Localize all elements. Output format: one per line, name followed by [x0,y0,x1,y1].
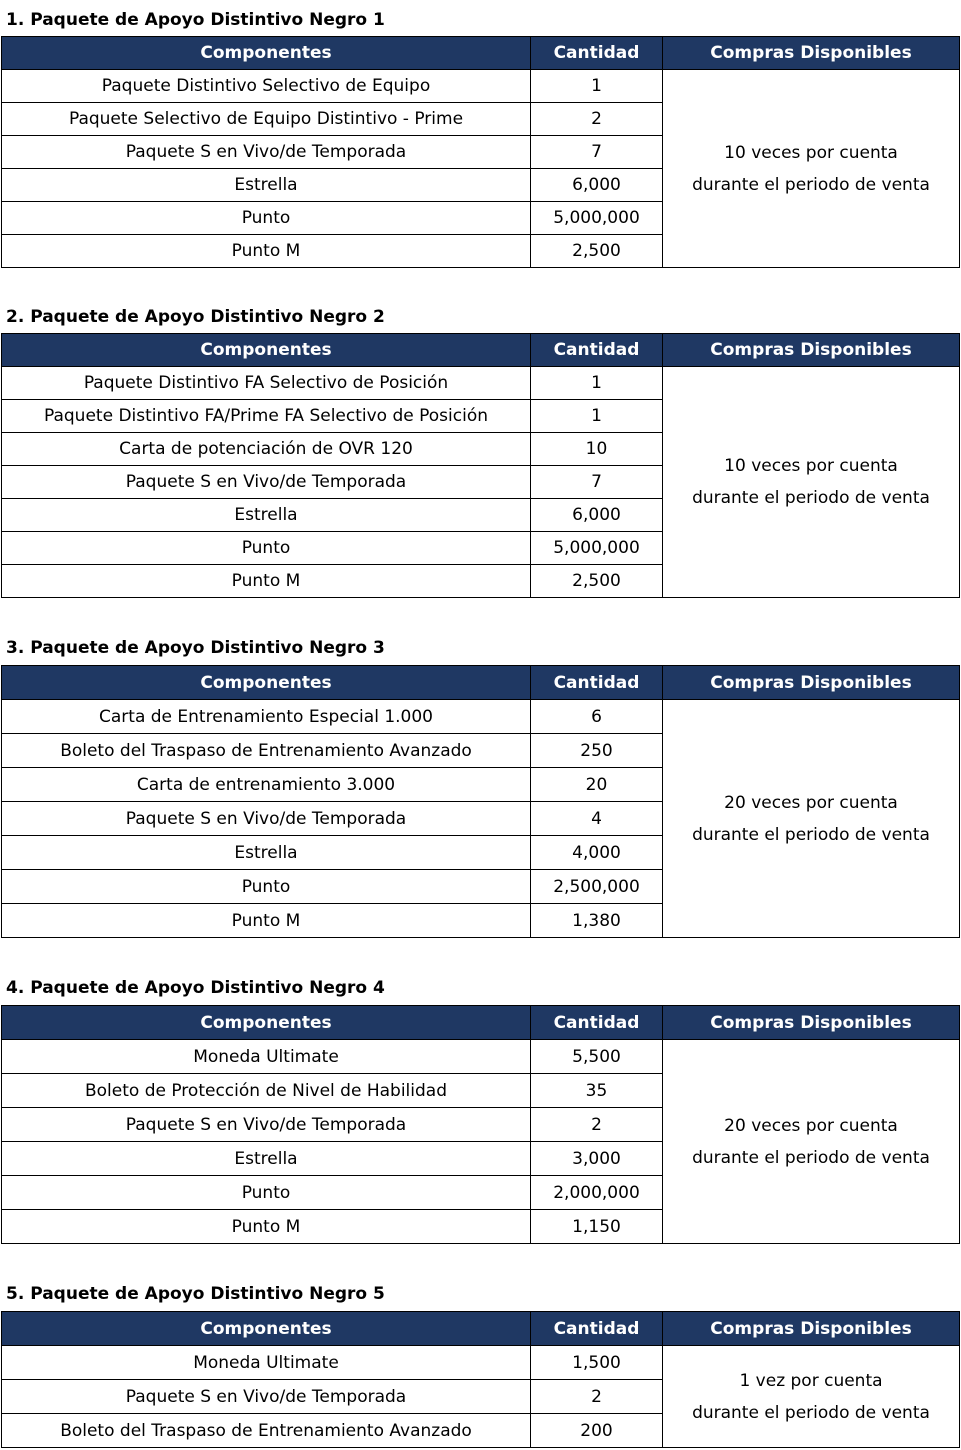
quantity-cell: 5,500 [531,1040,663,1074]
table-header-row [2,334,960,367]
header-components: Componentes [2,1006,531,1040]
package-table [1,665,960,938]
quantity-cell: 1,500 [531,1346,663,1380]
purchases-limit: 20 veces por cuenta [724,1115,898,1136]
quantity-cell: 250 [531,734,663,768]
component-cell: Boleto de Protección de Nivel de Habilidad [2,1074,531,1108]
table-row [2,70,960,103]
table-row [2,367,960,400]
header-components: Componentes [2,666,531,700]
component-cell: Punto M [2,904,531,938]
component-cell: Boleto del Traspaso de Entrenamiento Avanzado [2,1414,531,1448]
quantity-cell: 7 [531,466,663,499]
purchases-limit: 10 veces por cuenta [724,456,898,476]
component-cell: Punto [2,532,531,565]
table-row [2,1346,960,1380]
purchases-cell [663,70,960,268]
quantity-cell: 200 [531,1414,663,1448]
component-cell: Carta de potenciación de OVR 120 [2,433,531,466]
quantity-cell: 5,000,000 [531,202,663,235]
component-cell: Punto [2,1176,531,1210]
quantity-cell: 1,380 [531,904,663,938]
quantity-cell: 1,150 [531,1210,663,1244]
header-purchases: Compras Disponibles [663,666,960,700]
header-components: Componentes [2,37,531,70]
component-cell: Estrella [2,836,531,870]
component-cell: Punto M [2,1210,531,1244]
component-cell: Paquete Distintivo FA/Prime FA Selectivo de Posición [2,400,531,433]
header-quantity: Cantidad [531,1006,663,1040]
table-header-row [2,37,960,70]
component-cell: Estrella [2,169,531,202]
quantity-cell: 10 [531,433,663,466]
quantity-cell: 1 [531,70,663,103]
package-title: 3. Paquete de Apoyo Distintivo Negro 3 [6,638,385,658]
quantity-cell: 2,000,000 [531,1176,663,1210]
purchases-period: durante el periodo de venta [692,488,930,508]
quantity-cell: 2 [531,103,663,136]
component-cell: Moneda Ultimate [2,1346,531,1380]
component-cell: Estrella [2,1142,531,1176]
purchases-limit: 20 veces por cuenta [724,792,898,813]
table-header-row [2,666,960,700]
quantity-cell: 2,500,000 [531,870,663,904]
component-cell: Boleto del Traspaso de Entrenamiento Avanzado [2,734,531,768]
package-title: 1. Paquete de Apoyo Distintivo Negro 1 [6,10,385,30]
component-cell: Punto M [2,235,531,268]
table-header-row [2,1312,960,1346]
quantity-cell: 1 [531,400,663,433]
purchases-cell [663,1040,960,1244]
quantity-cell: 20 [531,768,663,802]
component-cell: Paquete S en Vivo/de Temporada [2,1108,531,1142]
table-row [2,700,960,734]
purchases-cell [663,700,960,938]
package-title: 4. Paquete de Apoyo Distintivo Negro 4 [6,978,385,998]
header-purchases: Compras Disponibles [663,334,960,367]
quantity-cell: 3,000 [531,1142,663,1176]
package-table [1,1005,960,1244]
header-purchases: Compras Disponibles [663,1312,960,1346]
header-components: Componentes [2,1312,531,1346]
table-header-row [2,1006,960,1040]
quantity-cell: 1 [531,367,663,400]
table-row [2,1040,960,1074]
purchases-period: durante el periodo de venta [692,174,930,195]
header-purchases: Compras Disponibles [663,37,960,70]
component-cell: Punto M [2,565,531,598]
purchases-period: durante el periodo de venta [692,1402,930,1423]
quantity-cell: 6 [531,700,663,734]
component-cell: Paquete Distintivo Selectivo de Equipo [2,70,531,103]
quantity-cell: 4 [531,802,663,836]
header-purchases: Compras Disponibles [663,1006,960,1040]
header-quantity: Cantidad [531,334,663,367]
component-cell: Punto [2,202,531,235]
package-table [1,1311,960,1448]
quantity-cell: 2 [531,1380,663,1414]
purchases-period: durante el periodo de venta [692,824,930,845]
quantity-cell: 2,500 [531,565,663,598]
package-table [1,36,960,268]
quantity-cell: 6,000 [531,499,663,532]
component-cell: Estrella [2,499,531,532]
component-cell: Carta de Entrenamiento Especial 1.000 [2,700,531,734]
package-table [1,333,960,598]
quantity-cell: 5,000,000 [531,532,663,565]
component-cell: Moneda Ultimate [2,1040,531,1074]
quantity-cell: 35 [531,1074,663,1108]
quantity-cell: 2 [531,1108,663,1142]
purchases-cell [663,1346,960,1448]
purchases-cell [663,367,960,598]
quantity-cell: 7 [531,136,663,169]
package-title: 2. Paquete de Apoyo Distintivo Negro 2 [6,307,385,327]
quantity-cell: 6,000 [531,169,663,202]
component-cell: Paquete Selectivo de Equipo Distintivo - Prime [2,103,531,136]
purchases-limit: 1 vez por cuenta [739,1370,883,1391]
header-quantity: Cantidad [531,1312,663,1346]
component-cell: Paquete Distintivo FA Selectivo de Posición [2,367,531,400]
component-cell: Paquete S en Vivo/de Temporada [2,1380,531,1414]
component-cell: Paquete S en Vivo/de Temporada [2,466,531,499]
header-quantity: Cantidad [531,666,663,700]
header-quantity: Cantidad [531,37,663,70]
quantity-cell: 4,000 [531,836,663,870]
purchases-period: durante el periodo de venta [692,1147,930,1168]
quantity-cell: 2,500 [531,235,663,268]
purchases-limit: 10 veces por cuenta [724,142,898,163]
component-cell: Punto [2,870,531,904]
package-title: 5. Paquete de Apoyo Distintivo Negro 5 [6,1284,385,1304]
header-components: Componentes [2,334,531,367]
component-cell: Paquete S en Vivo/de Temporada [2,136,531,169]
component-cell: Carta de entrenamiento 3.000 [2,768,531,802]
component-cell: Paquete S en Vivo/de Temporada [2,802,531,836]
